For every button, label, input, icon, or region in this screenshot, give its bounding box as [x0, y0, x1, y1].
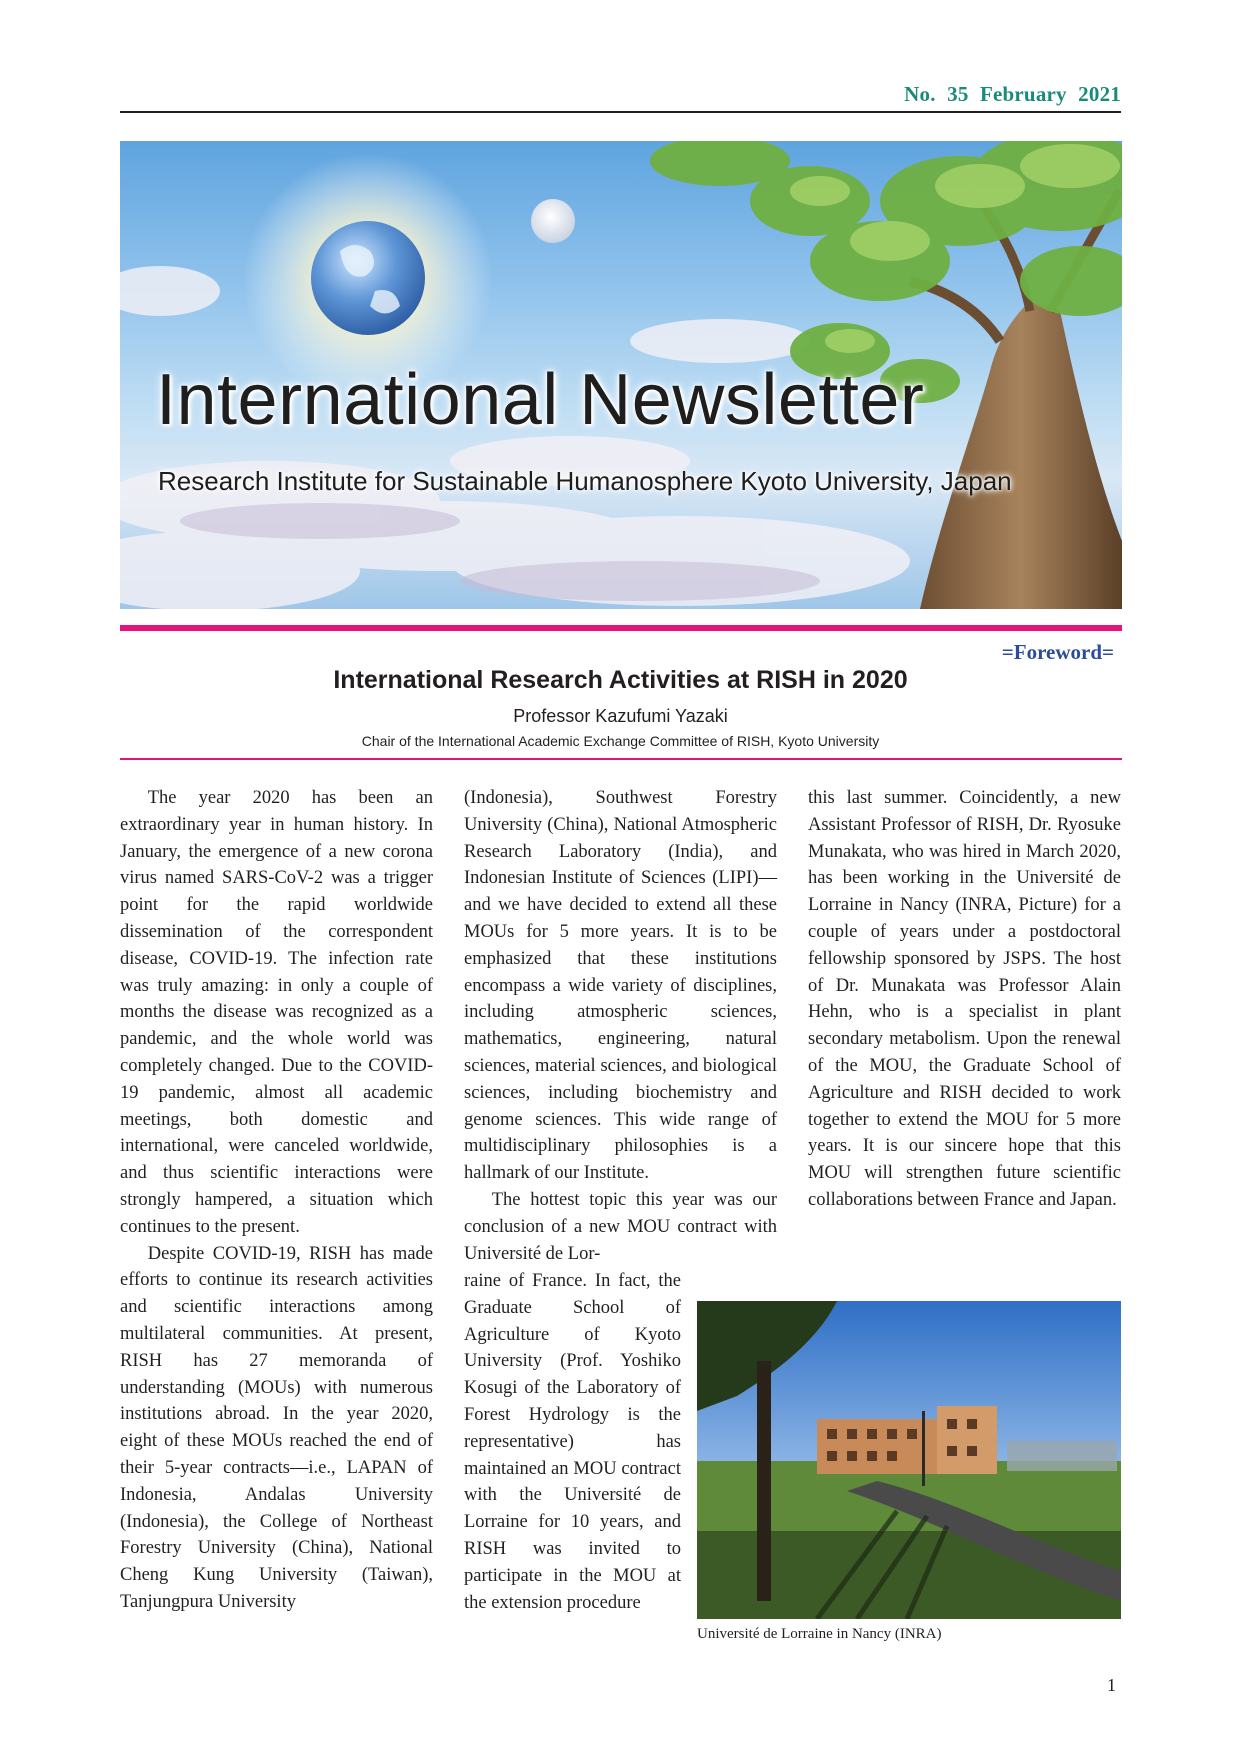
issue-line: No. 35 February 2021 [904, 82, 1121, 106]
article-paragraph: (Indonesia), Southwest Forestry University (China), National Atmospheric Research Laboratory (India), and Indonesian Institute of Sciences (LIPI)—and we have decided to extend all these MOUs for 5 more years. It is to be emphasized that these institutions encompass a wide variety of disciplines, including atmospheric sciences, mathematics, engineering, natural sciences, material sciences, and biological sciences, including biochemistry and genome sciences. This wide range of multidisciplinary philosophies is a hallmark of our Institute. [464, 788, 777, 1184]
banner-rule [120, 625, 1122, 631]
article-paragraph: The hottest topic this year was our conclusion of a new MOU contract with Université de Lor- [464, 1189, 777, 1264]
article-paragraph: raine of France. In fact, the Graduate School of Agriculture of Kyoto University (Prof. Yoshiko Kosugi of the Laboratory of Forest Hydrology is the representative) has maintained an MOU contract with the Université de Lorraine for 10 years, and RISH was invited to participate in the MOU at the extension procedure [464, 1271, 681, 1613]
newsletter-title: International Newsletter [156, 360, 925, 440]
article-paragraph: Despite COVID-19, RISH has made efforts to continue its research activities and scientific interactions among multilateral communities. At present, RISH has 27 memoranda of understanding (MOUs) with numerous institutions abroad. In the year 2020, eight of these MOUs reached the end of their 5-year contracts—i.e., LAPAN of Indonesia, Andalas University (Indonesia), the College of Northeast Forestry University (China), National Cheng Kung University (Taiwan), Tanjungpura University [120, 1243, 433, 1612]
article-column-1 [120, 785, 433, 1616]
article-column-2-narrow [464, 1268, 681, 1616]
page-number: 1 [1107, 1675, 1116, 1695]
section-label: =Foreword= [1001, 640, 1114, 664]
newsletter-subtitle: Research Institute for Sustainable Humanosphere Kyoto University, Japan [158, 466, 1012, 496]
article-column-2 [464, 785, 777, 1267]
article-affiliation: Chair of the International Academic Exchange Committee of RISH, Kyoto University [361, 733, 880, 749]
photo-caption: Université de Lorraine in Nancy (INRA) [697, 1626, 942, 1642]
article-title: International Research Activities at RISH in 2020 [333, 666, 908, 694]
article-author: Professor Kazufumi Yazaki [513, 706, 728, 726]
header-rule [120, 111, 1121, 113]
article-paragraph: The year 2020 has been an extraordinary year in human history. In January, the emergence of a new corona virus named SARS-CoV-2 was a trigger point for the rapid worldwide dissemination of the correspondent disease, COVID-19. The infection rate was truly amazing: in only a couple of months the disease was recognized as a pandemic, and the whole world was completely changed. Due to the COVID-19 pandemic, almost all academic meetings, both domestic and international, were canceled worldwide, and thus scientific interactions were strongly hampered, a situation which continues to the present. [120, 788, 433, 1237]
campus-photo [697, 1301, 1121, 1619]
article-paragraph: this last summer. Coincidently, a new Assistant Professor of RISH, Dr. Ryosuke Munakata, who was hired in March 2020, has been working in the Université de Lorraine in Nancy (INRA, Picture) for a couple of years under a postdoctoral fellowship sponsored by JSPS. The host of Dr. Munakata was Professor Alain Hehn, who is a specialist in plant secondary metabolism. Upon the renewal of the MOU, the Graduate School of Agriculture and RISH decided to work together to extend the MOU for 5 more years. It is our sincere hope that this MOU will strengthen future scientific collaborations between France and Japan. [808, 788, 1121, 1210]
campus-photo-image [697, 1301, 1121, 1619]
article-rule [120, 758, 1122, 760]
article-column-3 [808, 785, 1121, 1214]
newsletter-banner [120, 141, 1122, 609]
